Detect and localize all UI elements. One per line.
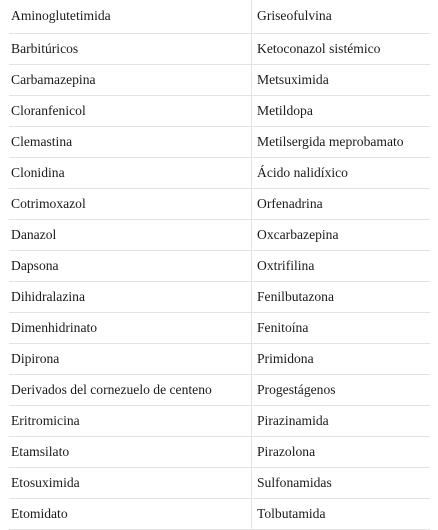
drug-cell-left bbox=[9, 220, 252, 251]
drug-cell-right bbox=[252, 158, 431, 189]
drug-cell-right bbox=[252, 34, 431, 65]
drug-cell-left bbox=[9, 437, 252, 468]
table-row bbox=[9, 34, 430, 65]
drug-name: Dihidralazina bbox=[11, 289, 85, 304]
drug-cell-right bbox=[252, 220, 431, 251]
drug-name: Etosuximida bbox=[11, 475, 80, 490]
drug-cell-right bbox=[252, 96, 431, 127]
drug-name: Fenilbutazona bbox=[257, 289, 335, 304]
table-row bbox=[9, 282, 430, 313]
drug-list-body bbox=[9, 0, 430, 530]
drug-name: Pirazolona bbox=[257, 444, 316, 459]
drug-name: Derivados del cornezuelo de centeno bbox=[11, 382, 212, 397]
table-row bbox=[9, 375, 430, 406]
drug-cell-left bbox=[9, 468, 252, 499]
drug-name: Oxtrifilina bbox=[257, 258, 315, 273]
drug-name: Metildopa bbox=[257, 103, 313, 118]
table-row bbox=[9, 437, 430, 468]
drug-name: Sulfonamidas bbox=[257, 475, 332, 490]
drug-cell-left bbox=[9, 96, 252, 127]
drug-cell-right bbox=[252, 406, 431, 437]
table-row bbox=[9, 251, 430, 282]
table-row bbox=[9, 96, 430, 127]
drug-cell-right bbox=[252, 0, 431, 34]
table-row bbox=[9, 65, 430, 96]
drug-name: Carbamazepina bbox=[11, 72, 96, 87]
drug-cell-left bbox=[9, 313, 252, 344]
drug-name: Orfenadrina bbox=[257, 196, 323, 211]
drug-cell-left bbox=[9, 0, 252, 34]
drug-cell-right bbox=[252, 375, 431, 406]
drug-cell-right bbox=[252, 65, 431, 96]
drug-name: Griseofulvina bbox=[257, 8, 332, 23]
table-row bbox=[9, 468, 430, 499]
drug-cell-left bbox=[9, 282, 252, 313]
drug-name: Danazol bbox=[11, 227, 57, 242]
drug-cell-right bbox=[252, 437, 431, 468]
drug-name: Clemastina bbox=[11, 134, 73, 149]
drug-cell-left bbox=[9, 344, 252, 375]
table-row bbox=[9, 313, 430, 344]
drug-name: Etamsilato bbox=[11, 444, 70, 459]
drug-cell-left bbox=[9, 65, 252, 96]
drug-name: Dimenhidrinato bbox=[11, 320, 98, 335]
drug-list-table bbox=[9, 0, 430, 530]
drug-cell-left bbox=[9, 406, 252, 437]
drug-cell-left bbox=[9, 127, 252, 158]
drug-name: Eritromicina bbox=[11, 413, 80, 428]
drug-name: Primidona bbox=[257, 351, 314, 366]
drug-name: Oxcarbazepina bbox=[257, 227, 339, 242]
drug-name: Etomidato bbox=[11, 506, 68, 521]
table-row bbox=[9, 344, 430, 375]
drug-name: Pirazinamida bbox=[257, 413, 329, 428]
drug-name: Aminoglutetimida bbox=[11, 8, 111, 23]
drug-cell-right bbox=[252, 499, 431, 530]
drug-cell-right bbox=[252, 127, 431, 158]
drug-name: Dapsona bbox=[11, 258, 59, 273]
table-row bbox=[9, 406, 430, 437]
table-row bbox=[9, 499, 430, 530]
drug-name: Cotrimoxazol bbox=[11, 196, 86, 211]
drug-name: Clonidina bbox=[11, 165, 65, 180]
drug-name: Fenitoína bbox=[257, 320, 309, 335]
drug-cell-left bbox=[9, 251, 252, 282]
table-row bbox=[9, 189, 430, 220]
table-row bbox=[9, 0, 430, 34]
drug-cell-right bbox=[252, 189, 431, 220]
drug-cell-left bbox=[9, 499, 252, 530]
drug-name: Barbitúricos bbox=[11, 41, 79, 56]
drug-name: Ketoconazol sistémico bbox=[257, 41, 381, 56]
drug-cell-right bbox=[252, 313, 431, 344]
drug-name: Cloranfenicol bbox=[11, 103, 86, 118]
drug-cell-right bbox=[252, 282, 431, 313]
drug-cell-left bbox=[9, 158, 252, 189]
drug-cell-right bbox=[252, 468, 431, 499]
drug-name: Tolbutamida bbox=[257, 506, 326, 521]
drug-cell-right bbox=[252, 251, 431, 282]
drug-cell-left bbox=[9, 375, 252, 406]
drug-cell-left bbox=[9, 189, 252, 220]
drug-name: Metsuximida bbox=[257, 72, 329, 87]
drug-cell-right bbox=[252, 344, 431, 375]
drug-cell-left bbox=[9, 34, 252, 65]
drug-name: Ácido nalidíxico bbox=[257, 165, 348, 180]
drug-name: Progestágenos bbox=[257, 382, 336, 397]
table-row bbox=[9, 220, 430, 251]
table-row bbox=[9, 127, 430, 158]
drug-name: Metilsergida meprobamato bbox=[257, 134, 404, 149]
drug-name: Dipirona bbox=[11, 351, 60, 366]
table-row bbox=[9, 158, 430, 189]
